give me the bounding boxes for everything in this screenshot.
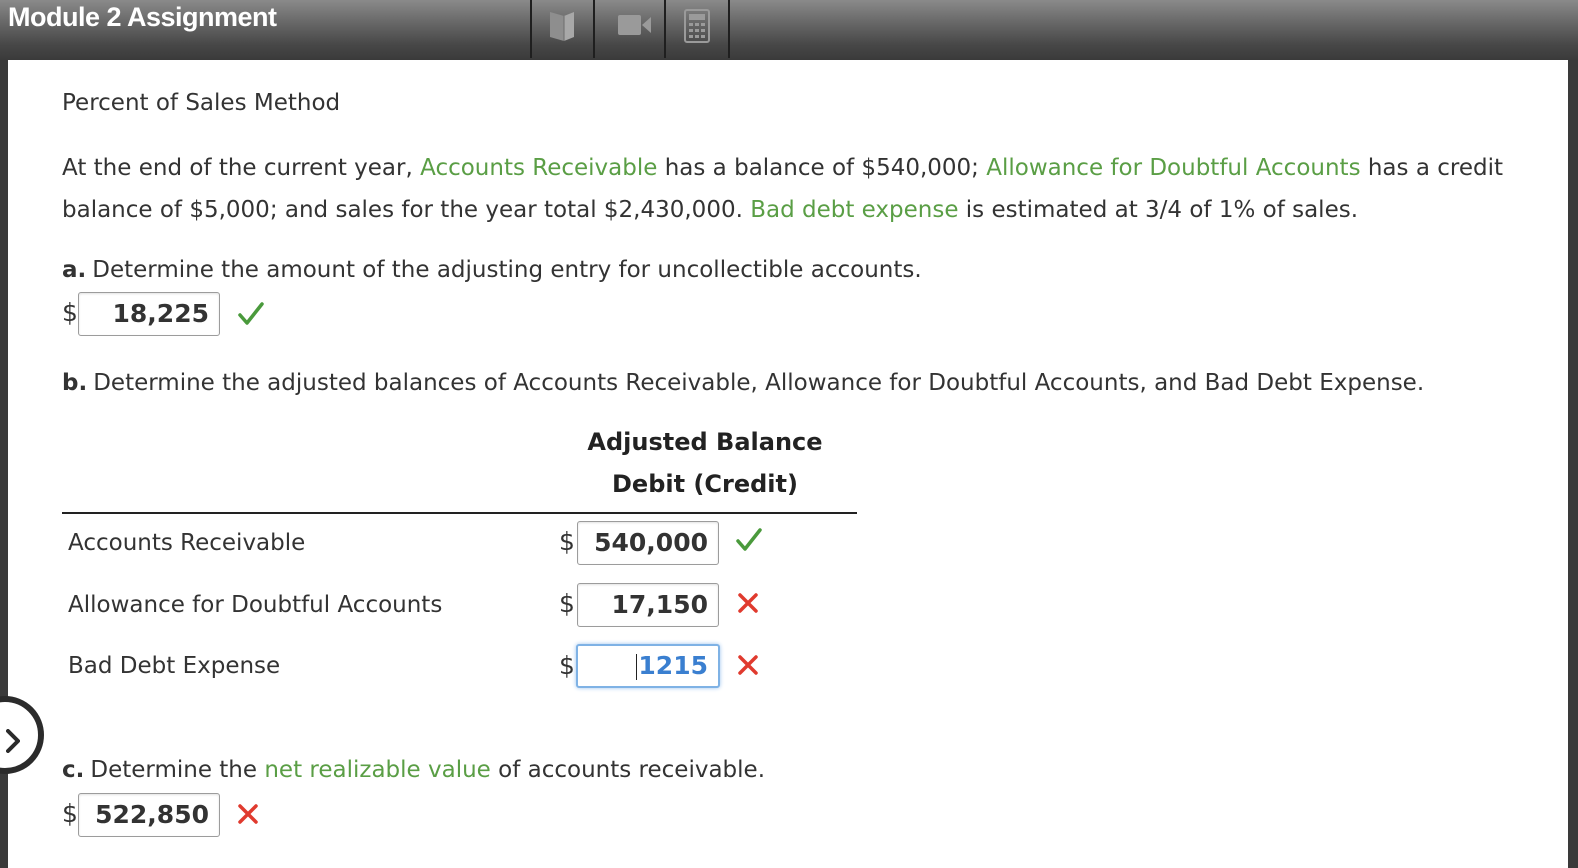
row-label-accounts-receivable: Accounts Receivable	[68, 530, 306, 556]
row-label-bad-debt-expense: Bad Debt Expense	[68, 653, 281, 679]
part-c-answer-input[interactable]: 522,850	[78, 793, 220, 837]
part-a-letter: a.	[62, 257, 87, 283]
cross-icon	[737, 654, 759, 676]
part-a-text: Determine the amount of the adjusting entry for uncollectible accounts.	[92, 257, 922, 283]
intro-text: is estimated at 3/4 of 1% of sales.	[958, 197, 1359, 223]
part-c-letter: c.	[62, 757, 85, 783]
allowance-doubtful-input[interactable]: 17,150	[577, 583, 719, 627]
video-button[interactable]	[593, 0, 665, 58]
intro-text: has a credit balance of $5,000; and sales for the year total $2,430,000.	[62, 155, 1503, 223]
net-realizable-value-link[interactable]: net realizable value	[264, 757, 491, 783]
column-header-line1: Adjusted Balance	[587, 428, 823, 456]
toolbar-divider	[728, 0, 732, 58]
allowance-doubtful-accounts-link[interactable]: Allowance for Doubtful Accounts	[986, 155, 1361, 181]
window-title: Module 2 Assignment	[8, 2, 277, 32]
check-icon	[735, 526, 763, 554]
next-question-button[interactable]	[0, 696, 44, 774]
part-c-question	[62, 757, 765, 783]
part-a-answer-input[interactable]: 18,225	[78, 292, 220, 336]
accounts-receivable-input[interactable]: 540,000	[577, 521, 719, 565]
column-header-line2: Debit (Credit)	[612, 470, 798, 498]
right-edge	[1568, 60, 1578, 868]
currency-symbol: $	[559, 589, 575, 618]
check-icon	[237, 300, 265, 328]
book-icon	[547, 9, 577, 43]
part-c-text-pre: Determine the	[90, 757, 265, 783]
cross-icon	[237, 803, 259, 825]
cross-icon	[737, 592, 759, 614]
part-b-text: Determine the adjusted balances of Accounts Receivable, Allowance for Doubtful Accounts, and Bad Debt Expense.	[93, 370, 1425, 396]
currency-symbol: $	[559, 651, 575, 680]
assignment-content	[8, 60, 1568, 868]
problem-intro	[62, 147, 1542, 231]
bad-debt-expense-link[interactable]: Bad debt expense	[750, 197, 959, 223]
bad-debt-expense-value: 1215	[638, 651, 708, 680]
part-c-text-post: of accounts receivable.	[490, 757, 766, 783]
accounts-receivable-link[interactable]: Accounts Receivable	[420, 155, 658, 181]
intro-text: At the end of the current year,	[62, 155, 421, 181]
currency-symbol: $	[62, 799, 78, 828]
video-icon	[617, 13, 653, 37]
chevron-right-icon	[6, 729, 20, 753]
part-a-question	[62, 257, 922, 283]
currency-symbol: $	[559, 527, 575, 556]
part-b-letter: b.	[62, 370, 88, 396]
part-b-question	[62, 370, 1424, 396]
title-bar	[0, 0, 1578, 60]
calculator-button[interactable]	[664, 0, 729, 58]
problem-heading: Percent of Sales Method	[62, 90, 341, 116]
intro-text: has a balance of $540,000;	[657, 155, 987, 181]
ebook-button[interactable]	[530, 0, 594, 58]
currency-symbol: $	[62, 298, 78, 327]
bad-debt-expense-input[interactable]	[576, 644, 720, 688]
calculator-icon	[684, 9, 710, 43]
header-rule	[62, 512, 857, 514]
row-label-allowance-doubtful: Allowance for Doubtful Accounts	[68, 592, 443, 618]
